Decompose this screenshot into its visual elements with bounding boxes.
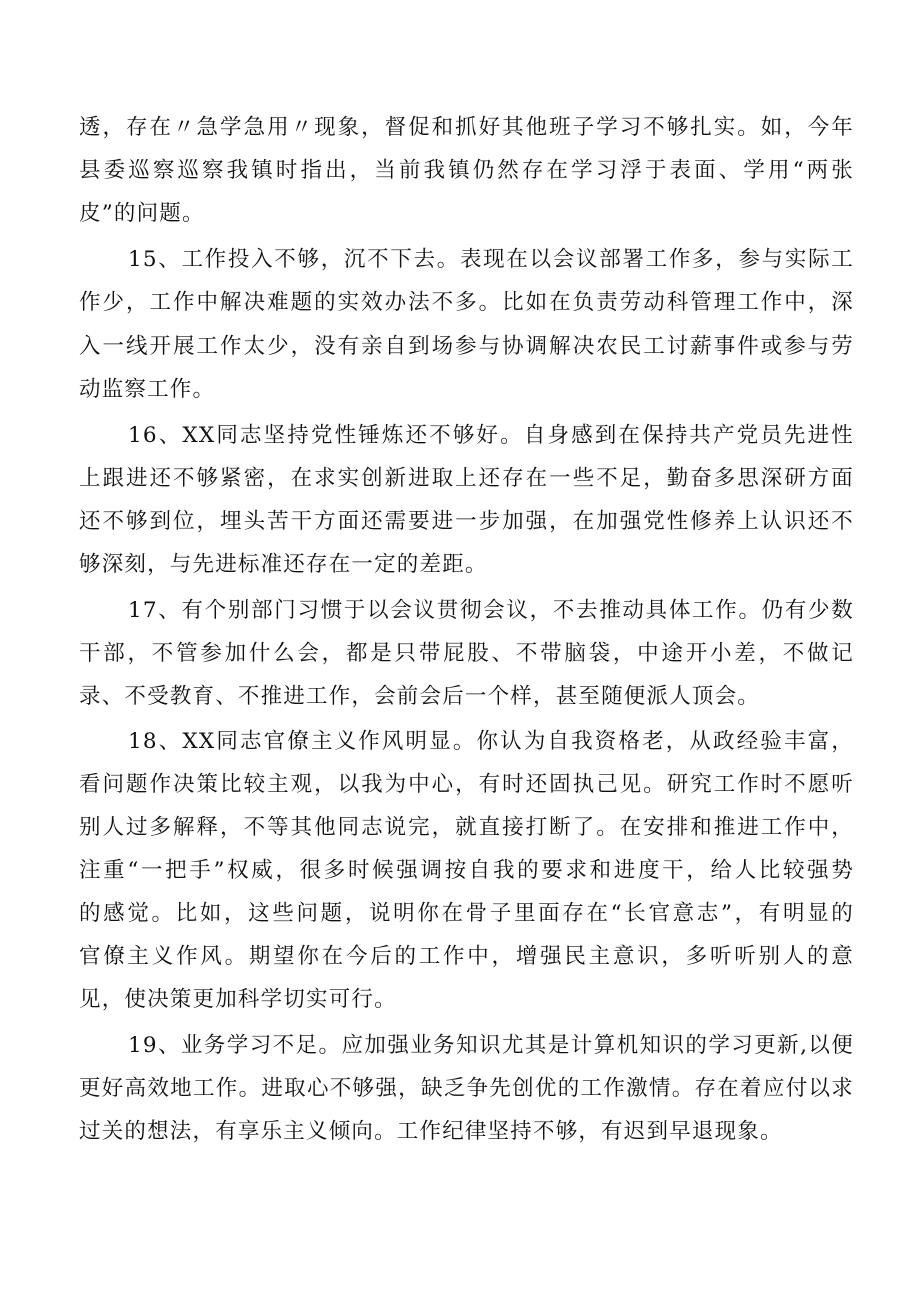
text-line: 见，使决策更加科学切实可行。 [79, 987, 397, 1012]
paragraph-15-first-line: 15、工作投入不够，沉不下去。表现在以会议部署工作多，参与实际工 [128, 247, 854, 272]
text-line: 作少，工作中解决难题的实效办法不多。比如在负责劳动科管理工作中，深 [79, 290, 854, 315]
text-line: 过关的想法，有享乐主义倾向。工作纪律坚持不够，有迟到早退现象。 [79, 1119, 783, 1144]
paragraph-16-first-line: 16、XX同志坚持党性锤炼还不够好。自身感到在保持共产党员先进性 [128, 423, 854, 448]
text-line: 动监察工作。 [79, 377, 216, 402]
text-line: 还不够到位，埋头苦干方面还需要进一步加强，在加强党性修养上认识还不 [79, 509, 854, 534]
text-line: 皮”的问题。 [79, 201, 205, 226]
text-line: 够深刻，与先进标准还存在一定的差距。 [79, 552, 488, 577]
text-line: 县委巡察巡察我镇时指出，当前我镇仍然存在学习浮于表面、学用“两张 [79, 158, 854, 183]
text-line: 官僚主义作风。期望你在今后的工作中，增强民主意识，多听听别人的意 [79, 944, 854, 969]
text-line: 录、不受教育、不推进工作，会前会后一个样，甚至随便派人顶会。 [79, 684, 761, 709]
text-line: 注重“一把手”权威，很多时候强调按自我的要求和进度干，给人比较强势 [79, 858, 854, 883]
paragraph-18-first-line: 18、XX同志官僚主义作风明显。你认为自我资格老，从政经验丰富， [128, 729, 854, 754]
text-line: 透，存在〃急学急用〃现象，督促和抓好其他班子学习不够扎实。如，今年 [79, 115, 854, 140]
text-line: 干部，不管参加什么会，都是只带屁股、不带脑袋，中途开小差，不做记 [79, 641, 854, 666]
text-line: 别人过多解释，不等其他同志说完，就直接打断了。在安排和推进工作中， [79, 815, 854, 840]
text-line: 看问题作决策比较主观，以我为中心，有时还固执己见。研究工作时不愿听 [79, 772, 854, 797]
paragraph-17-first-line: 17、有个别部门习惯于以会议贯彻会议，不去推动具体工作。仍有少数 [128, 598, 854, 623]
text-line: 的感觉。比如，这些问题，说明你在骨子里面存在“长官意志”，有明显的 [79, 901, 854, 926]
text-line: 上跟进还不够紧密，在求实创新进取上还存在一些不足，勤奋多思深研方面 [79, 466, 854, 491]
text-line: 更好高效地工作。进取心不够强，缺乏争先创优的工作激情。存在着应付以求 [79, 1076, 854, 1101]
text-line: 入一线开展工作太少，没有亲自到场参与协调解决农民工讨薪事件或参与劳 [79, 334, 854, 359]
paragraph-19-first-line: 19、业务学习不足。应加强业务知识尤其是计算机知识的学习更新,以便 [128, 1033, 854, 1058]
